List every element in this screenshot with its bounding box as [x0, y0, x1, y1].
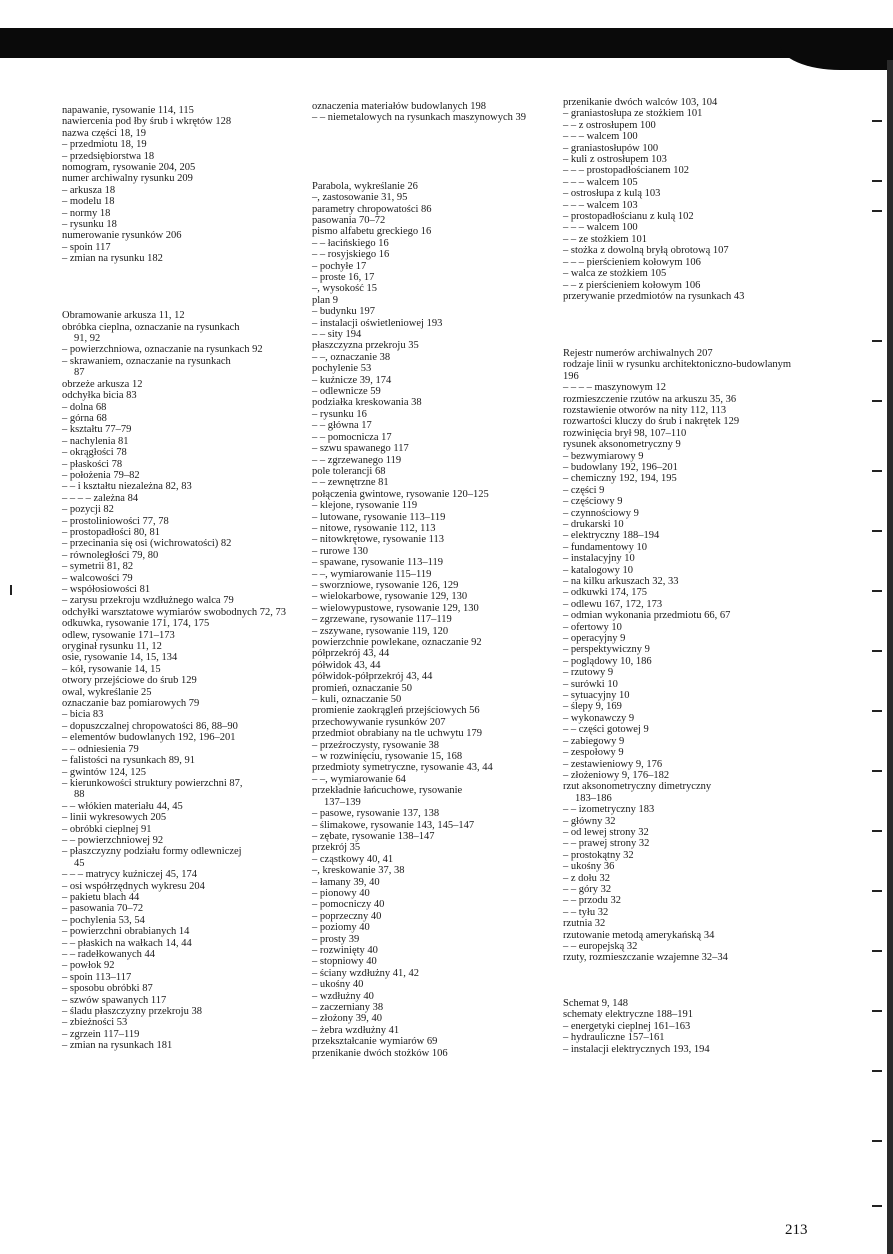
index-entry: Obramowanie arkusza 11, 12	[62, 310, 185, 322]
index-entry: odchyłka bicia 83	[62, 390, 137, 402]
index-entry: Rejestr numerów archiwalnych 207	[563, 347, 713, 359]
index-entry: półwidok-półprzekrój 43, 44	[312, 671, 433, 683]
index-entry: 137–139	[324, 796, 361, 808]
index-entry: – powierzchni obrabianych 14	[62, 926, 190, 938]
index-entry: – klejone, rysowanie 119	[312, 500, 418, 512]
index-entry: promienie zaokrągleń przejściowych 56	[312, 705, 480, 717]
index-entry: napawanie, rysowanie 114, 115	[62, 105, 194, 116]
index-entry: – zestawieniowy 9, 176	[563, 758, 663, 770]
scan-margin-mark	[872, 590, 882, 592]
index-entry: – przedmiotu 18, 19	[62, 139, 147, 151]
index-entry: – zarysu przekroju wzdłużnego walca 79	[62, 595, 234, 607]
index-entry	[62, 299, 307, 310]
index-entry: pole tolerancji 68	[312, 465, 386, 477]
index-entry: – czynnościowy 9	[563, 507, 639, 519]
index-entry: – ukośny 40	[312, 979, 364, 991]
index-entry: – – – – maszynowym 12	[563, 382, 666, 394]
index-entry: – budowlany 192, 196–201	[563, 461, 678, 473]
index-entry: – nitowkrętowe, rysowanie 113	[312, 534, 444, 546]
index-entry: pasowania 70–72	[312, 214, 386, 226]
index-entry: – sposobu obróbki 87	[62, 983, 153, 995]
index-entry: – symetrii 81, 82	[62, 561, 134, 573]
index-entry: – – europejską 32	[563, 941, 638, 952]
index-entry: – falistości na rysunkach 89, 91	[62, 755, 195, 767]
index-entry: – – – prostopadłościanem 102	[563, 165, 689, 177]
index-entry: owal, wykreślanie 25	[62, 686, 152, 698]
index-entry: – szwów spawanych 117	[62, 994, 167, 1006]
scan-margin-mark	[872, 530, 882, 532]
index-entry: otwory przejściowe do śrub 129	[62, 675, 197, 687]
index-entry: – okrągłości 78	[62, 447, 127, 459]
index-entry: – prostopadłości 80, 81	[62, 526, 160, 538]
index-entry: – wielokarbowe, rysowanie 129, 130	[312, 591, 468, 603]
index-entry: rzut aksonometryczny dimetryczny	[563, 781, 712, 793]
index-entry: parametry chropowatości 86	[312, 203, 432, 215]
index-entry: – surówki 10	[563, 678, 618, 690]
index-entry: – przecinania się osi (wichrowatości) 82	[62, 538, 232, 550]
scan-margin-mark	[872, 1140, 882, 1142]
index-entry: – – odniesienia 79	[62, 743, 139, 755]
index-entry: – górna 68	[62, 412, 107, 424]
index-entry: – zabiegowy 9	[563, 735, 625, 747]
index-entry: – energetyki cieplnej 161–163	[563, 1020, 691, 1032]
index-entry: – kuli z ostrosłupem 103	[563, 154, 667, 166]
index-entry: – – i kształtu niezależna 82, 83	[62, 481, 192, 493]
index-entry: odchyłki warsztatowe wymiarów swobodnych 72, 73	[62, 606, 286, 618]
index-entry	[312, 124, 557, 135]
index-column-2	[312, 101, 557, 1059]
index-entry: – odlewu 167, 172, 173	[563, 598, 663, 610]
index-entry: – zmian na rysunku 182	[62, 253, 163, 265]
index-entry: – – zewnętrzne 81	[312, 477, 389, 489]
index-entry: – fundamentowy 10	[563, 541, 647, 553]
index-entry	[563, 964, 803, 975]
index-entry: – ściany wzdłużny 41, 42	[312, 967, 420, 979]
index-entry: rozwinięcia brył 98, 107–110	[563, 427, 687, 439]
index-entry: – szwu spawanego 117	[312, 443, 409, 455]
scan-margin-mark	[872, 950, 882, 952]
index-entry: – osi współrzędnych wykresu 204	[62, 880, 205, 892]
index-entry: przedmiot obrabiany na tle uchwytu 179	[312, 728, 482, 740]
index-entry: – operacyjny 9	[563, 633, 626, 645]
index-entry: płaszczyzna przekroju 35	[312, 340, 419, 352]
index-entry: – kierunkowości struktury powierzchni 87,	[62, 777, 243, 789]
index-entry: – ślepy 9, 169	[563, 701, 622, 713]
index-entry: obrzeże arkusza 12	[62, 378, 143, 390]
index-entry: – arkusza 18	[62, 184, 116, 196]
index-entry: schematy elektryczne 188–191	[563, 1009, 694, 1021]
index-entry: – – z ostrosłupem 100	[563, 119, 656, 131]
index-entry: – – – walcem 100	[563, 222, 638, 234]
index-entry: – katalogowy 10	[563, 564, 633, 576]
index-entry: – odkuwki 174, 175	[563, 587, 647, 599]
index-entry: – graniastosłupa ze stożkiem 101	[563, 108, 703, 120]
index-entry: – płaszczyzny podziału formy odlewniczej	[62, 846, 242, 858]
index-entry: – części 9	[563, 484, 605, 496]
index-entry: – walca ze stożkiem 105	[563, 268, 667, 280]
index-entry: – – powierzchniowej 92	[62, 834, 164, 846]
index-entry: – – góry 32	[563, 883, 612, 895]
index-entry: – – rosyjskiego 16	[312, 249, 390, 261]
scan-margin-mark	[872, 890, 882, 892]
index-entry	[563, 325, 803, 336]
index-entry: plan 9	[312, 294, 338, 306]
index-entry: rozmieszczenie rzutów na arkuszu 35, 36	[563, 393, 737, 405]
index-entry: – wielowypustowe, rysowanie 129, 130	[312, 602, 479, 614]
index-entry: – pasowania 70–72	[62, 903, 144, 915]
index-entry: – rysunku 18	[62, 219, 117, 231]
scan-margin-mark	[872, 1205, 882, 1207]
index-entry: – położenia 79–82	[62, 469, 140, 481]
index-entry: odlew, rysowanie 171–173	[62, 629, 175, 641]
index-entry	[312, 135, 557, 146]
index-entry: – pakietu blach 44	[62, 891, 140, 903]
index-entry: połączenia gwintowe, rysowanie 120–125	[312, 488, 489, 500]
index-entry: – – włókien materiału 44, 45	[62, 800, 183, 812]
index-entry: – zgrzein 117–119	[62, 1028, 140, 1040]
index-entry: numerowanie rysunków 206	[62, 230, 182, 242]
index-entry: – – z pierścieniem kołowym 106	[563, 279, 701, 291]
index-entry: – w rozwinięciu, rysowanie 15, 168	[312, 751, 463, 763]
index-entry: – prostopadłościanu z kulą 102	[563, 211, 694, 223]
index-entry: – prostokątny 32	[563, 849, 634, 861]
index-entry: przenikanie dwóch stożków 106	[312, 1047, 448, 1059]
index-entry: – instalacyjny 10	[563, 553, 635, 565]
index-entry: przechowywanie rysunków 207	[312, 716, 446, 728]
index-entry: pismo alfabetu greckiego 16	[312, 226, 432, 238]
scan-margin-mark	[872, 830, 882, 832]
index-entry: – dopuszczalnej chropowatości 86, 88–90	[62, 720, 238, 732]
index-column-3	[563, 97, 803, 1055]
index-entry: Schemat 9, 148	[563, 997, 629, 1009]
scan-top-band	[0, 28, 893, 58]
index-entry: – nitowe, rysowanie 112, 113	[312, 522, 436, 534]
index-entry: – cząstkowy 40, 41	[312, 853, 394, 865]
index-entry: – rysunku 16	[312, 408, 367, 420]
index-entry: – – – matrycy kuźniczej 45, 174	[62, 869, 198, 881]
index-entry: – zespołowy 9	[563, 747, 624, 759]
index-entry: – pozycji 82	[62, 504, 114, 516]
index-entry: – pochylenia 53, 54	[62, 914, 145, 926]
index-entry: 91, 92	[74, 333, 101, 345]
index-entry: rozstawienie otworów na nity 112, 113	[563, 404, 727, 416]
index-entry: – odmian wykonania przedmiotu 66, 67	[563, 610, 731, 622]
index-entry: 183–186	[575, 792, 612, 804]
index-entry: – współosiowości 81	[62, 584, 151, 595]
scan-margin-mark	[872, 470, 882, 472]
index-entry: 45	[74, 857, 85, 869]
index-entry: – pomocniczy 40	[312, 899, 385, 911]
scan-margin-mark	[872, 340, 882, 342]
scan-margin-mark	[872, 770, 882, 772]
index-entry	[62, 265, 307, 276]
index-column-1	[62, 105, 307, 1052]
index-entry: – ślimakowe, rysowanie 143, 145–147	[312, 819, 475, 831]
scan-margin-mark	[872, 1010, 882, 1012]
index-entry: – normy 18	[62, 207, 111, 219]
index-entry: – prostoliniowości 77, 78	[62, 515, 169, 527]
index-entry: rysunek aksonometryczny 9	[563, 439, 681, 451]
index-entry: przerywanie przedmiotów na rysunkach 43	[563, 290, 745, 302]
index-entry: – elementów budowlanych 192, 196–201	[62, 732, 236, 744]
scan-margin-mark	[872, 1070, 882, 1072]
index-entry: – żebra wzdłużny 41	[312, 1024, 400, 1036]
index-entry: – dolna 68	[62, 401, 107, 413]
index-entry: numer archiwalny rysunku 209	[62, 173, 193, 185]
index-entry: – stożka z dowolną bryłą obrotową 107	[563, 245, 729, 257]
index-entry: – śladu płaszczyzny przekroju 38	[62, 1006, 202, 1018]
index-entry: – zmian na rysunkach 181	[62, 1040, 173, 1052]
index-entry: – walcowości 79	[62, 572, 133, 584]
index-entry: przedmioty symetryczne, rysowanie 43, 44	[312, 762, 493, 774]
scan-top-band-edge	[780, 40, 893, 70]
index-entry: – główny 32	[563, 815, 616, 827]
index-entry: – zaczerniany 38	[312, 1002, 384, 1014]
index-entry: rzutowanie metodą amerykańską 34	[563, 929, 715, 941]
scan-margin-mark	[872, 400, 882, 402]
index-entry	[563, 314, 803, 325]
index-entry	[563, 975, 803, 986]
index-entry: – elektryczny 188–194	[563, 530, 660, 542]
index-entry: – budynku 197	[312, 306, 375, 318]
index-entry: pochylenie 53	[312, 363, 372, 375]
index-entry: – częściowy 9	[563, 496, 623, 508]
index-entry: przekrój 35	[312, 842, 361, 854]
index-entry: 87	[74, 367, 85, 379]
index-entry: – – – walcem 105	[563, 176, 638, 188]
index-entry: –, zastosowanie 31, 95	[312, 192, 408, 204]
index-entry: – z dołu 32	[563, 872, 610, 884]
scan-margin-mark	[872, 120, 882, 122]
index-entry: odkuwka, rysowanie 171, 174, 175	[62, 618, 210, 630]
scan-left-mark	[10, 585, 12, 595]
index-entry: 88	[74, 789, 85, 801]
index-entry: – – płaskich na wałkach 14, 44	[62, 937, 192, 949]
index-entry: – spoin 117	[62, 241, 111, 253]
index-entry: – rurowe 130	[312, 545, 368, 557]
index-entry: – – ze stożkiem 101	[563, 233, 647, 245]
index-entry: – kół, rysowanie 14, 15	[62, 663, 161, 675]
index-entry: – zszywane, rysowanie 119, 120	[312, 625, 449, 637]
index-entry: – wykonawczy 9	[563, 712, 635, 724]
index-entry: – łamany 39, 40	[312, 876, 380, 888]
index-entry: obróbka cieplna, oznaczanie na rysunkach	[62, 321, 240, 333]
index-entry: osie, rysowanie 14, 15, 134	[62, 652, 178, 664]
index-entry: – zbieżności 53	[62, 1017, 128, 1029]
index-entry: przenikanie dwóch walców 103, 104	[563, 97, 718, 108]
page-number: 213	[785, 1222, 808, 1238]
index-entry: – bezwymiarowy 9	[563, 450, 644, 462]
index-entry: – nachylenia 81	[62, 435, 129, 447]
index-entry: – spoin 113–117	[62, 971, 132, 983]
index-entry: przekładnie łańcuchowe, rysowanie	[312, 785, 463, 797]
index-entry: rodzaje linii w rysunku architektoniczno-budowlanym 196	[563, 359, 792, 382]
index-entry	[62, 276, 307, 287]
index-entry: – modelu 18	[62, 196, 115, 208]
index-entry	[563, 987, 803, 998]
index-entry: – – izometryczny 183	[563, 804, 655, 816]
index-entry: – rozwinięty 40	[312, 944, 378, 956]
index-entry: – –, oznaczanie 38	[312, 351, 391, 363]
index-entry: – wzdłużny 40	[312, 990, 374, 1002]
index-entry: – – zgrzewanego 119	[312, 454, 402, 466]
index-entry: podziałka kreskowania 38	[312, 397, 422, 409]
index-entry: – przedsiębiorstwa 18	[62, 150, 155, 162]
index-entry	[312, 169, 557, 180]
index-entry: – instalacji oświetleniowej 193	[312, 317, 443, 329]
index-entry: – zgrzewane, rysowanie 117–119	[312, 614, 452, 626]
index-entry: – – główna 17	[312, 420, 372, 432]
index-entry: – zębate, rysowanie 138–147	[312, 830, 435, 842]
index-entry: rzutnia 32	[563, 918, 606, 930]
index-entry: – powłok 92	[62, 960, 115, 972]
index-entry	[62, 287, 307, 298]
index-entry: –, kreskowanie 37, 38	[312, 865, 405, 877]
index-entry: nawiercenia pod łby śrub i wkrętów 128	[62, 116, 232, 128]
index-entry: – powierzchniowa, oznaczanie na rysunkach 92	[62, 344, 263, 356]
index-entry: –, wysokość 15	[312, 283, 378, 295]
index-entry	[563, 302, 803, 313]
index-entry: – –, wymiarowanie 64	[312, 773, 406, 785]
index-entry: – – tyłu 32	[563, 906, 609, 918]
index-entry: – – niemetalowych na rysunkach maszynowych 39	[312, 112, 527, 124]
index-entry: oznaczenia materiałów budowlanych 198	[312, 101, 487, 112]
index-entry: – – – walcem 100	[563, 131, 638, 143]
index-entry: – lutowane, rysowanie 113–119	[312, 511, 446, 523]
index-entry: oryginał rysunku 11, 12	[62, 641, 162, 653]
index-entry: – – prawej strony 32	[563, 838, 650, 850]
index-entry: – poprzeczny 40	[312, 910, 382, 922]
index-entry: – kuźnicze 39, 174	[312, 374, 392, 386]
index-entry: rozwartości kluczy do śrub i nakrętek 129	[563, 416, 740, 428]
index-entry	[563, 336, 803, 347]
index-entry: – linii wykresowych 205	[62, 812, 167, 824]
index-entry: – od lewej strony 32	[563, 826, 649, 838]
scan-margin-mark	[872, 710, 882, 712]
index-entry	[312, 147, 557, 158]
index-entry: – kształtu 77–79	[62, 424, 132, 436]
index-entry: – stopniowy 40	[312, 956, 377, 968]
index-entry: – gwintów 124, 125	[62, 766, 146, 778]
index-entry: – poglądowy 10, 186	[563, 655, 652, 667]
index-entry: – hydrauliczne 157–161	[563, 1032, 665, 1044]
index-entry: – – radełkowanych 44	[62, 949, 156, 960]
index-entry: – sytuacyjny 10	[563, 690, 630, 702]
index-entry: nomogram, rysowanie 204, 205	[62, 162, 196, 174]
scan-right-edge	[887, 60, 893, 1254]
index-entry: oznaczanie baz pomiarowych 79	[62, 698, 200, 710]
index-entry: – perspektywiczny 9	[563, 644, 650, 656]
index-entry: – chemiczny 192, 194, 195	[563, 473, 677, 485]
index-entry: – graniastosłupów 100	[563, 142, 659, 154]
scan-margin-mark	[872, 210, 882, 212]
index-entry: – – sity 194	[312, 329, 362, 341]
index-entry: – skrawaniem, oznaczanie na rysunkach	[62, 355, 231, 367]
index-entry: – – – – zależna 84	[62, 492, 139, 504]
index-entry: – pionowy 40	[312, 887, 370, 899]
index-entry: – rzutowy 9	[563, 667, 614, 679]
index-entry: – ofertowy 10	[563, 621, 622, 633]
index-entry: promień, oznaczanie 50	[312, 682, 412, 694]
index-entry: – na kilku arkuszach 32, 33	[563, 576, 679, 587]
index-entry: powierzchnie powlekane, oznaczanie 92	[312, 637, 482, 649]
index-entry: – sworzniowe, rysowanie 126, 129	[312, 579, 459, 591]
index-entry: – płaskości 78	[62, 458, 123, 470]
index-entry: – bicia 83	[62, 709, 104, 721]
index-entry: – – łacińskiego 16	[312, 237, 389, 249]
index-entry: – obróbki cieplnej 91	[62, 823, 152, 835]
index-entry: – złożony 39, 40	[312, 1013, 382, 1025]
index-entry: – prosty 39	[312, 933, 360, 945]
index-entry: – równoległości 79, 80	[62, 549, 159, 561]
index-entry: – drukarski 10	[563, 518, 624, 530]
index-entry: – kuli, oznaczanie 50	[312, 694, 402, 706]
index-entry: Parabola, wykreślanie 26	[312, 180, 418, 192]
index-entry: – – części gotowej 9	[563, 724, 649, 736]
index-entry: – proste 16, 17	[312, 272, 375, 284]
index-entry: półwidok 43, 44	[312, 659, 381, 671]
index-entry: – pochyłe 17	[312, 260, 367, 272]
index-entry: – – pomocnicza 17	[312, 431, 392, 443]
index-entry: – ostrosłupa z kulą 103	[563, 188, 661, 200]
index-entry: – poziomy 40	[312, 922, 370, 934]
index-entry: półprzekrój 43, 44	[312, 648, 390, 660]
scan-margin-mark	[872, 180, 882, 182]
index-entry: – złożeniowy 9, 176–182	[563, 769, 670, 781]
index-entry: – – przodu 32	[563, 895, 622, 907]
index-entry: – spawane, rysowanie 113–119	[312, 557, 444, 569]
index-entry: – – – pierścieniem kołowym 106	[563, 256, 701, 268]
index-entry: – pasowe, rysowanie 137, 138	[312, 808, 440, 820]
index-entry: – –, wymiarowanie 115–119	[312, 568, 432, 580]
index-entry: – przeźroczysty, rysowanie 38	[312, 739, 440, 751]
index-entry: nazwa części 18, 19	[62, 127, 146, 139]
index-entry: – instalacji elektrycznych 193, 194	[563, 1043, 710, 1055]
index-entry: – odlewnicze 59	[312, 386, 381, 398]
index-entry: – ukośny 36	[563, 861, 615, 873]
scan-margin-mark	[872, 650, 882, 652]
index-entry: rzuty, rozmieszczanie wzajemne 32–34	[563, 952, 728, 964]
index-entry	[312, 158, 557, 169]
index-entry: przekształcanie wymiarów 69	[312, 1036, 438, 1048]
index-entry: – – – walcem 103	[563, 199, 638, 211]
